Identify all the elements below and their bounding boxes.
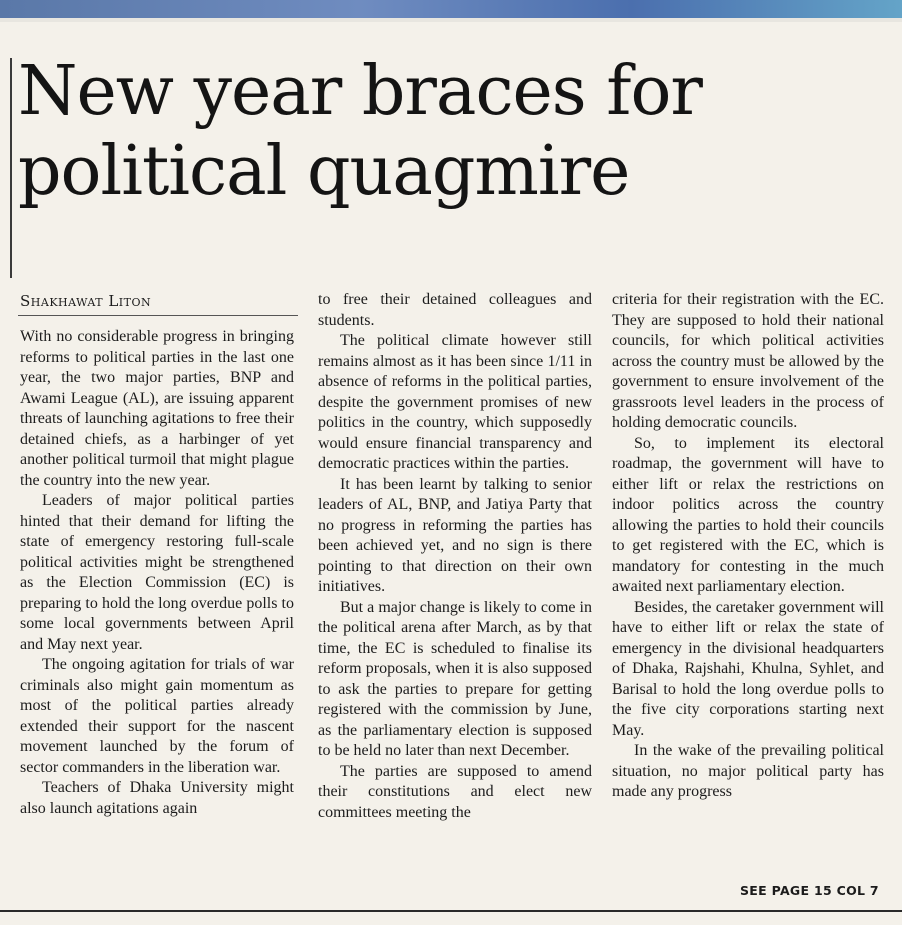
headline-line-2: political quagmire xyxy=(18,132,630,211)
byline: Shakhawat Liton xyxy=(20,292,152,310)
paragraph: Teachers of Dhaka University might also launch agitations again xyxy=(20,779,294,817)
article-column-2 xyxy=(318,290,592,823)
paragraph: criteria for their registration with the EC. They are supposed to hold their national councils, for which political activities across the country must be allowed by the government to ensure involvement of the grassroots level leaders in the process of holding democratic councils. xyxy=(612,291,884,431)
continuation-jump-line: SEE PAGE 15 COL 7 xyxy=(740,883,879,898)
headline-line-1: New year braces for xyxy=(18,52,702,131)
masthead-color-strip xyxy=(0,0,902,22)
paragraph: But a major change is likely to come in the political arena after March, as by that time, the EC is scheduled to finalise its reform proposals, when it is also supposed to ask the parties to prepare for getting registered with the commission by June, as the parliamentary election is supposed to be held no later than next December. xyxy=(318,598,592,759)
article-column-1 xyxy=(20,327,294,819)
article-column-3 xyxy=(612,290,884,803)
paragraph: The ongoing agitation for trials of war criminals also might gain momentum as most of the political parties already extended their support for the nascent movement launched by the forum of sector commanders in the liberation war. xyxy=(20,656,294,776)
paragraph: Leaders of major political parties hinted that their demand for lifting the state of emergency restoring full-scale political activities might be strengthened as the Election Commission (EC) is preparing to hold the long overdue polls to some local governments between April and May next year. xyxy=(20,492,294,653)
paragraph: The parties are supposed to amend their constitutions and elect new committees meeting the xyxy=(318,762,592,821)
paragraph: The political climate however still remains almost as it has been since 1/11 in absence of reforms in the political parties, despite the government promises of new politics in the country, which supposedly would ensure financial transparency and democratic practices within the parties. xyxy=(318,332,592,472)
paragraph: With no considerable progress in bringing reforms to political parties in the last one year, the two major parties, BNP and Awami League (AL), are issuing apparent threats of launching agitations to free their detained chiefs, as a harbinger of yet another political turmoil that might plague the country into the new year. xyxy=(20,328,294,489)
byline-rule xyxy=(18,315,298,316)
headline xyxy=(18,52,898,212)
headline-side-rule xyxy=(10,58,12,278)
paragraph: So, to implement its electoral roadmap, the government will have to either lift or relax the restrictions on indoor politics across the country allowing the parties to hold their councils to get registered with the EC, which is mandatory for contesting in the much awaited next parliamentary election. xyxy=(612,434,884,595)
paragraph: Besides, the caretaker government will have to either lift or relax the state of emergency in the divisional headquarters of Dhaka, Rajshahi, Khulna, Syhlet, and Barisal to hold the long overdue polls to the five city corporations starting next May. xyxy=(612,598,884,739)
paragraph: In the wake of the prevailing political situation, no major political party has made any progress xyxy=(612,742,884,800)
paragraph: to free their detained colleagues and students. xyxy=(318,291,592,329)
bottom-rule xyxy=(0,910,902,912)
paragraph: It has been learnt by talking to senior leaders of AL, BNP, and Jatiya Party that no progress in reforming the parties has been achieved yet, and no sign is there pointing to that direction on their own initiatives. xyxy=(318,475,592,595)
